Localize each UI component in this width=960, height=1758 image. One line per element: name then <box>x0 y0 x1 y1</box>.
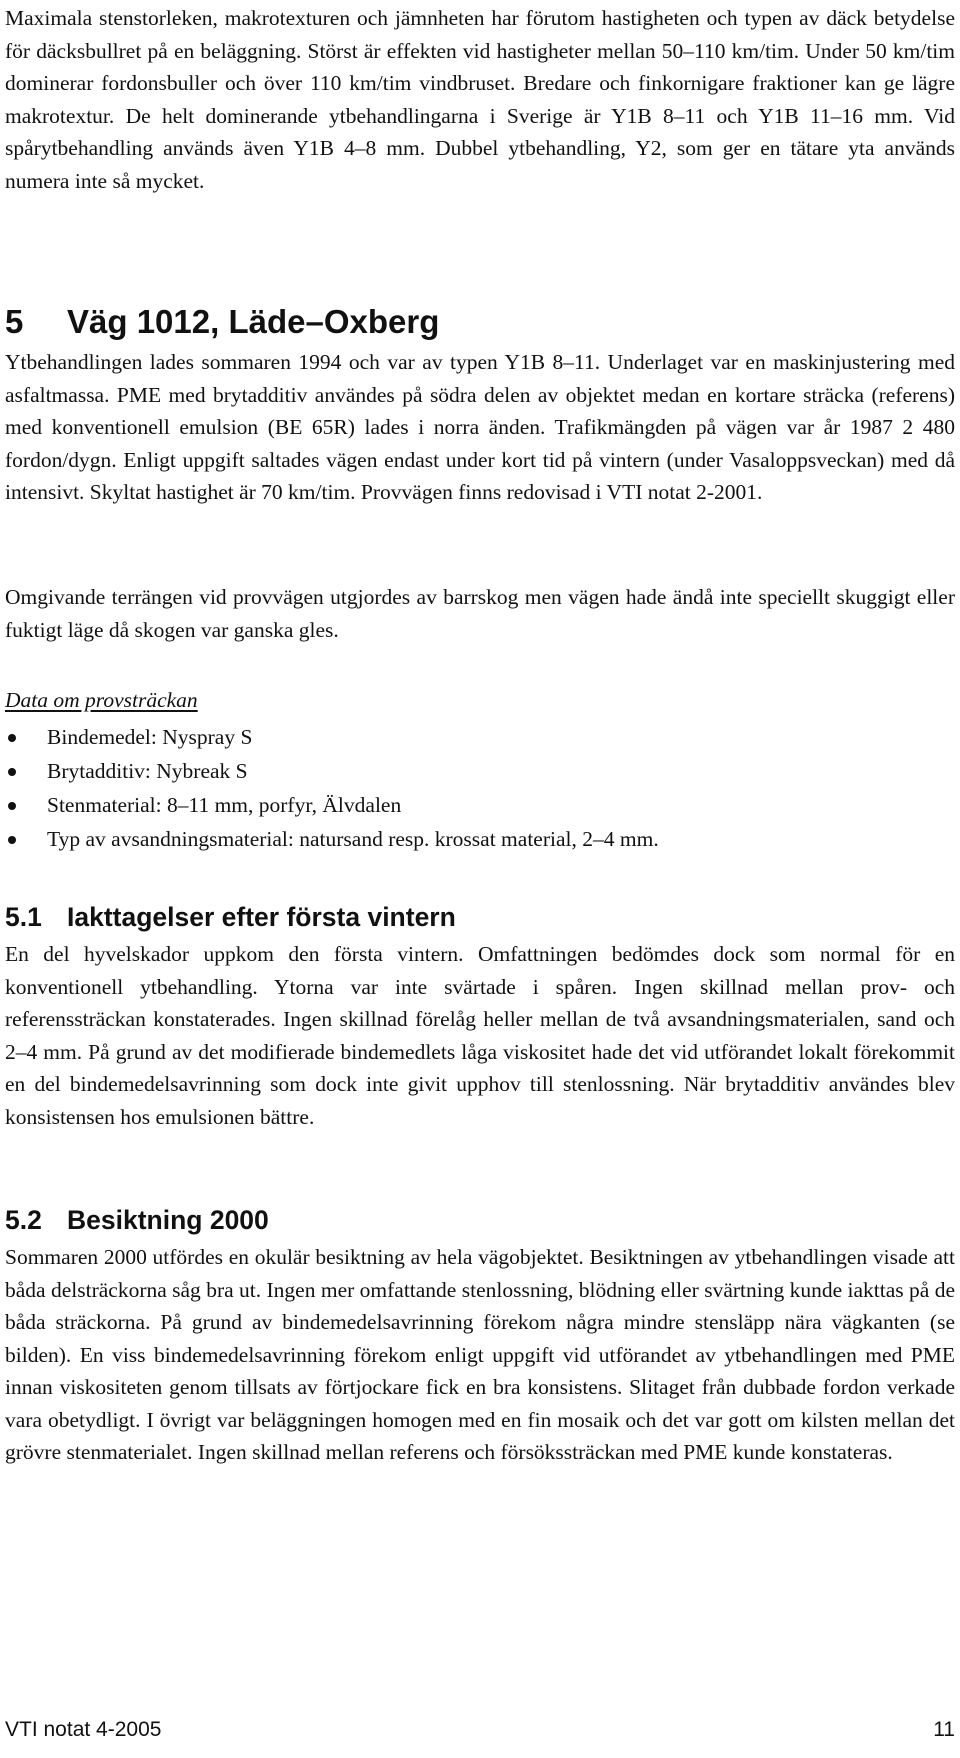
section-5-1-title: Iakttagelser efter första vintern <box>67 902 456 932</box>
data-list-heading: Data om provsträckan <box>5 688 198 712</box>
list-item-text: Brytadditiv: Nybreak S <box>47 759 248 783</box>
list-item <box>5 754 955 788</box>
bullet-icon <box>8 734 16 742</box>
data-list <box>5 720 955 856</box>
list-item <box>5 788 955 822</box>
section-5-1-heading <box>5 900 456 934</box>
section-5-2-heading <box>5 1203 269 1237</box>
list-item <box>5 822 955 856</box>
document-page <box>5 0 955 1758</box>
list-item-text: Typ av avsandningsmaterial: natursand resp. krossat material, 2–4 mm. <box>47 827 659 851</box>
list-item-text: Stenmaterial: 8–11 mm, porfyr, Älvdalen <box>47 793 402 817</box>
section-5-1-paragraph: En del hyvelskador uppkom den första vintern. Omfattningen bedömdes dock som normal för en konventionell ytbehandling. Ytorna var inte svärtade i spåren. Ingen skillnad mellan prov- och referenssträckan konstaterades. Ingen skillnad förelåg heller mellan de två avsandningsmaterialen, sand och 2–4 mm. På grund av det modifierade bindemedlets låga viskositet hade det vid utförandet lokalt förekommit en del bindemedelsavrinning som dock inte givit upphov till stenlossning. När brytadditiv användes blev konsistensen hos emulsionen bättre. <box>5 942 955 1129</box>
section-5-heading <box>5 302 439 342</box>
bullet-icon <box>8 836 16 844</box>
section-5-title: Väg 1012, Läde–Oxberg <box>67 303 440 340</box>
footer-page-number: 11 <box>933 1718 955 1741</box>
list-item-text: Bindemedel: Nyspray S <box>47 725 253 749</box>
section-5-paragraph-2: Omgivande terrängen vid provvägen utgjordes av barrskog men vägen hade ändå inte speciellt skuggigt eller fuktigt läge då skogen var ganska gles. <box>5 585 955 642</box>
section-5-2-paragraph: Sommaren 2000 utfördes en okulär besiktning av hela vägobjektet. Besiktningen av ytbehandlingen visade att båda delsträckorna såg bra ut. Ingen mer omfattande stenlossning, blödning eller svärtning kunde iakttas på de båda sträckorna. På grund av bindemedelsavrinning förekom några mindre stensläpp nära vägkanten (se bilden). En viss bindemedelsavrinning förekom enligt uppgift vid utförandet av ytbehandlingen med PME innan viskositeten genom tillsats av förtjockare fick en bra konsistens. Slitaget från dubbade fordon verkade vara obetydligt. I övrigt var beläggningen homogen med en fin mosaik och det var gott om kilsten mellan det grövre stenmaterialet. Ingen skillnad mellan referens och försökssträckan med PME kunde konstateras. <box>5 1245 955 1464</box>
bullet-icon <box>8 802 16 810</box>
intro-paragraph: Maximala stenstorleken, makrotexturen och jämnheten har förutom hastigheten och typen av däck betydelse för däcksbullret på en beläggning. Störst är effekten vid hastigheter mellan 50–110 km/tim. Under 50 km/tim dominerar fordonsbuller och över 110 km/tim vindbruset. Bredare och finkornigare fraktioner kan ge lägre makrotextur. De helt dominerande ytbehandlingarna i Sverige är Y1B 8–11 och Y1B 11–16 mm. Vid spårytbehandling används även Y1B 4–8 mm. Dubbel ytbehandling, Y2, som ger en tätare yta används numera inte så mycket. <box>5 6 955 193</box>
footer-publication: VTI notat 4-2005 <box>5 1718 162 1741</box>
section-5-1-number: 5.1 <box>5 902 42 932</box>
bullet-icon <box>8 768 16 776</box>
section-5-2-number: 5.2 <box>5 1205 42 1235</box>
section-5-paragraph-1: Ytbehandlingen lades sommaren 1994 och var av typen Y1B 8–11. Underlaget var en maskinjustering med asfaltmassa. PME med brytadditiv användes på södra delen av objektet medan en kortare sträcka (referens) med konventionell emulsion (BE 65R) lades i norra änden. Trafikmängden på vägen var år 1987 2 480 fordon/dygn. Enligt uppgift saltades vägen endast under kort tid på vintern (under Vasaloppsveckan) med då intensivt. Skyltat hastighet är 70 km/tim. Provvägen finns redovisad i VTI notat 2-2001. <box>5 350 955 504</box>
section-5-number: 5 <box>5 303 24 340</box>
section-5-2-title: Besiktning 2000 <box>67 1205 269 1235</box>
list-item <box>5 720 955 754</box>
